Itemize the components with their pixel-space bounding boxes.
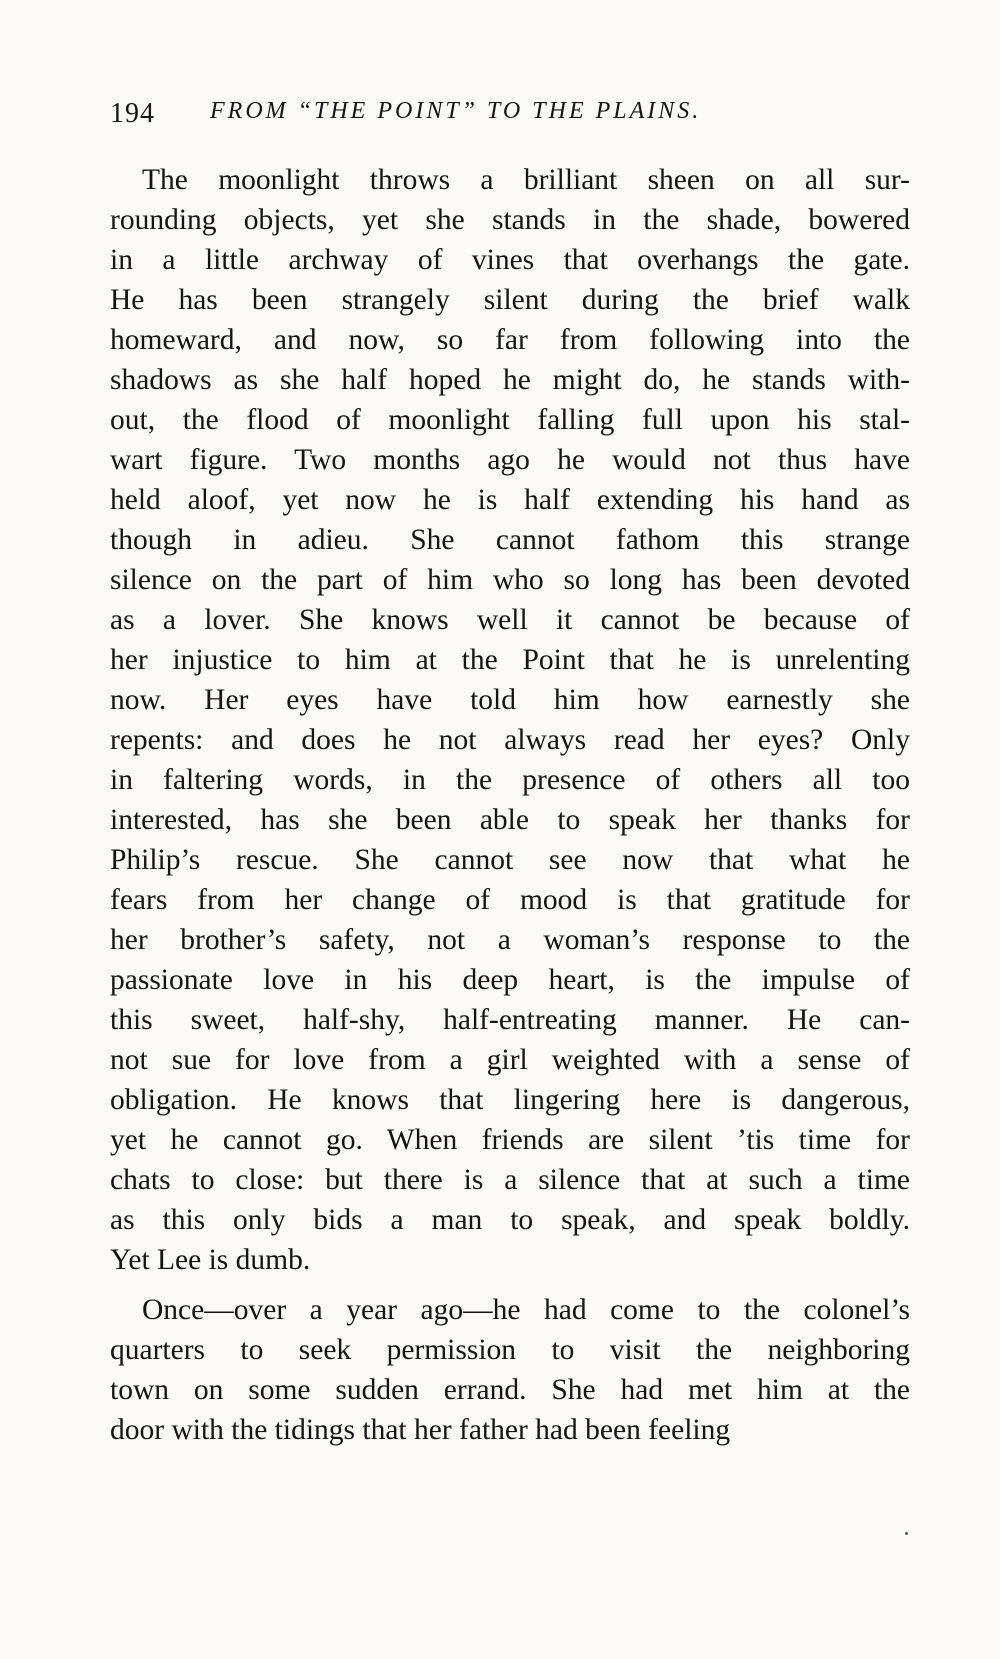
text-line: not sue for love from a girl weighted with a sense of bbox=[110, 1044, 910, 1076]
text-line: in a little archway of vines that overhangs the gate. bbox=[110, 244, 910, 276]
text-line: obligation. He knows that lingering here is dangerous, bbox=[110, 1084, 910, 1116]
running-head bbox=[110, 92, 910, 132]
text-line: door with the tidings that her father had been feeling bbox=[110, 1414, 731, 1446]
text-line: her injustice to him at the Point that he is unrelenting bbox=[110, 644, 910, 676]
text-line: repents: and does he not always read her eyes? Only bbox=[110, 724, 910, 756]
text-line: The moonlight throws a brilliant sheen on all sur- bbox=[142, 164, 910, 196]
text-line: homeward, and now, so far from following into the bbox=[110, 324, 910, 356]
text-line: wart figure. Two months ago he would not thus have bbox=[110, 444, 910, 476]
running-title: FROM “THE POINT” TO THE PLAINS. bbox=[210, 98, 702, 124]
text-line: now. Her eyes have told him how earnestly she bbox=[110, 684, 910, 716]
text-line: He has been strangely silent during the brief walk bbox=[110, 284, 910, 316]
text-line: fears from her change of mood is that gratitude for bbox=[110, 884, 910, 916]
text-line: Philip’s rescue. She cannot see now that what he bbox=[110, 844, 910, 876]
text-line: in faltering words, in the presence of others all too bbox=[110, 764, 910, 796]
text-line: silence on the part of him who so long has been devoted bbox=[110, 564, 910, 596]
body-text bbox=[110, 160, 910, 1450]
text-line: out, the flood of moonlight falling full upon his stal- bbox=[110, 404, 910, 436]
text-line: as this only bids a man to speak, and speak boldly. bbox=[110, 1204, 910, 1236]
text-line: passionate love in his deep heart, is the impulse of bbox=[110, 964, 910, 996]
text-line: yet he cannot go. When friends are silent ’tis time for bbox=[110, 1124, 910, 1156]
paragraph bbox=[110, 160, 910, 1280]
book-page bbox=[110, 92, 910, 1450]
text-line: held aloof, yet now he is half extending his hand as bbox=[110, 484, 910, 516]
text-line: shadows as she half hoped he might do, he stands with- bbox=[110, 364, 910, 396]
text-line: interested, has she been able to speak her thanks for bbox=[110, 804, 910, 836]
paragraph bbox=[110, 1290, 910, 1450]
text-line: town on some sudden errand. She had met him at the bbox=[110, 1374, 910, 1406]
text-line: chats to close: but there is a silence that at such a time bbox=[110, 1164, 910, 1196]
page-number: 194 bbox=[110, 98, 155, 129]
text-line: this sweet, half-shy, half-entreating manner. He can- bbox=[110, 1004, 910, 1036]
text-line: rounding objects, yet she stands in the shade, bowered bbox=[110, 204, 910, 236]
text-line: Yet Lee is dumb. bbox=[110, 1244, 311, 1276]
text-line: though in adieu. She cannot fathom this strange bbox=[110, 524, 910, 556]
text-line: Once—over a year ago—he had come to the colonel’s bbox=[142, 1294, 910, 1326]
text-line: quarters to seek permission to visit the neighboring bbox=[110, 1334, 910, 1366]
text-line: as a lover. She knows well it cannot be because of bbox=[110, 604, 910, 636]
paper-speck bbox=[905, 1532, 908, 1535]
text-line: her brother’s safety, not a woman’s response to the bbox=[110, 924, 910, 956]
